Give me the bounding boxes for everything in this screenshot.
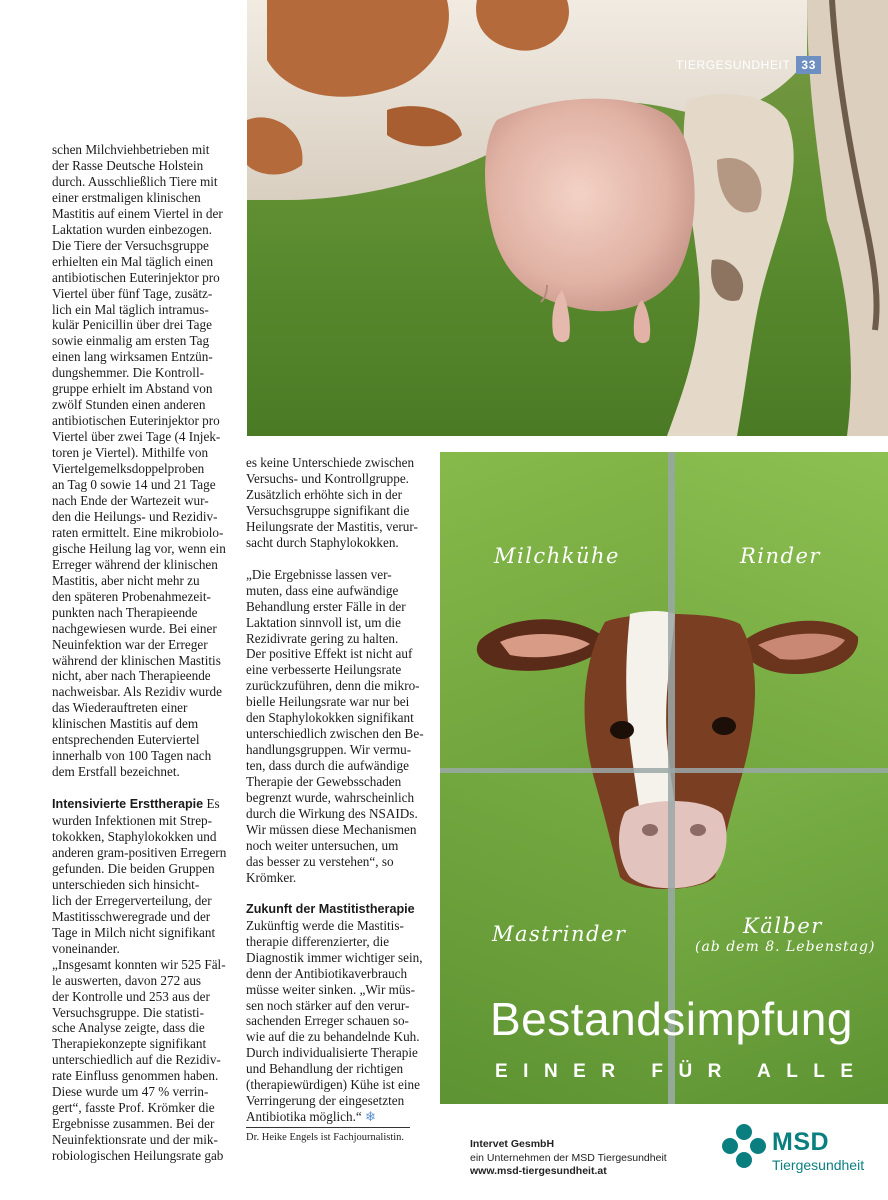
text-column-left xyxy=(52,142,244,1164)
advertiser-info xyxy=(470,1138,667,1179)
msd-subtitle: Tiergesundheit xyxy=(772,1157,865,1173)
paragraph-with-subhead xyxy=(52,796,244,957)
paragraph: „Die Ergebnisse lassen ver- muten, dass eine aufwändige Behandlung erster Fälle in der Laktation sinnvoll ist, um die Rezidivrate gering zu halten. Der positive Effekt ist nicht auf eine verbesserte Heilungsrate zurückzuführen, denn die mikro- bielle Heilungsrate war nur bei den Staphylokokken signifikant unterschiedlich zwischen den Be- handlungsgruppen. Wir vermu- ten, dass durch die aufwändige Therapie der Gewebsschaden begrenzt wurde, wahrscheinlich durch die Wirkung des NSAIDs. Wir müssen diese Mechanismen noch weiter untersuchen, um das besser zu verstehen“, so Krömker. xyxy=(246,566,424,885)
author-divider xyxy=(246,1127,410,1128)
paragraph-text: Zukünftig werde die Mastitis- therapie differenzierter, die Diagnostik immer wichtiger sein, denn der Antibiotikaverbrauch müsse weiter sinken. „Wir müs- sen noch stärker auf den verur- sachenden Erreger schauen so- wie auf die zu behandelnde Kuh. Durch individualisierte Therapie und Behandlung der richtigen (therapiewürdigen) Kühe ist eine Verringerung der eingesetzten Antibiotika möglich.“ xyxy=(246,917,423,1125)
company-url[interactable]: www.msd-tiergesundheit.at xyxy=(470,1165,607,1177)
text-column-middle xyxy=(246,455,438,1126)
snowflake-end-icon: ❄ xyxy=(365,1110,377,1126)
subheading: Zukunft der Mastitistherapie xyxy=(246,901,415,916)
ad-tagline: EINER FÜR ALLE xyxy=(495,1061,869,1082)
paragraph-text: Es wurden Infektionen mit Strep- tokokken, Staphylokokken und anderen gram-positiven Erregern gefunden. Die beiden Gruppen unterschieden sich hinsicht- lich der Erregerverteilung, der Mastitisschweregrade und der Tage in Milch nicht signifikant voneinander. xyxy=(52,796,227,956)
paragraph-closing xyxy=(246,918,438,1126)
section-title: TIERGESUNDHEIT xyxy=(676,58,791,72)
author-note: Dr. Heike Engels ist Fachjournalistin. xyxy=(246,1132,405,1143)
company-line: ein Unternehmen der MSD Tiergesundheit xyxy=(470,1151,667,1164)
advertisement xyxy=(440,452,888,1104)
paragraph: es keine Unterschiede zwischen Versuchs- und Kontrollgruppe. Zusätzlich erhöhte sich in der Versuchsgruppe signifikant die Heilungsrate der Mastitis, verur- sacht durch Staphylokokken. xyxy=(246,455,418,550)
msd-mark-icon xyxy=(722,1124,766,1168)
msd-wordmark: MSD xyxy=(772,1128,830,1156)
page-number: 33 xyxy=(796,56,821,74)
running-header xyxy=(676,56,821,74)
label-rinder: Rinder xyxy=(740,544,821,568)
msd-logo xyxy=(722,1124,872,1176)
subheading: Intensivierte Ersttherapie xyxy=(52,797,204,812)
label-milchkuehe: Milchkühe xyxy=(494,544,620,568)
label-kaelber: Kälber xyxy=(743,914,823,938)
label-kaelber-note: (ab dem 8. Lebenstag) xyxy=(695,939,876,955)
label-mastrinder: Mastrinder xyxy=(492,922,627,946)
paragraph: „Insgesamt konnten wir 525 Fäl- le auswerten, davon 272 aus der Kontrolle und 253 aus der Versuchsgruppe. Die statisti- sche Analyse zeigte, dass die Therapiekonzepte signifikant unterschiedlich auf die Rezidiv- rate Einfluss genommen haben. Diese wurde um 47 % verrin- gert“, fasste Prof. Krömker die Ergebnisse zusammen. Bei der Neuinfektionsrate und der mik- robiologischen Heilungsrate gab xyxy=(52,956,226,1164)
company-name: Intervet GesmbH xyxy=(470,1138,555,1150)
ad-headline: Bestandsimpfung xyxy=(490,993,853,1045)
paragraph: schen Milchviehbetrieben mit der Rasse Deutsche Holstein durch. Ausschließlich Tiere mit einer erstmaligen klinischen Mastitis auf einem Viertel in der Laktation wurden einbezogen. Die Tiere der Versuchsgruppe erhielten ein Mal täglich einen antibiotischen Euterinjektor pro Viertel über fünf Tage, zusätz- lich ein Mal täglich intramus- kulär Penicillin über drei Tage sowie einmalig am ersten Tag einen lang wirksamen Entzün- dungshemmer. Die Kontroll- gruppe erhielt im Abstand von zwölf Stunden einen anderen antibiotischen Euterinjektor pro Viertel über zwei Tage (4 Injek- toren je Viertel). Mithilfe von Viertelgemelksdoppelproben an Tag 0 sowie 14 und 21 Tage nach Ende der Wartezeit wur- den die Heilungs- und Rezidiv- raten ermittelt. Eine mikrobiolo- gische Heilung lag vor, wenn ein Erreger während der klinischen Mastitis, aber nicht mehr zu den späteren Probenahmezeit- punkten nach Therapieende nachgewiesen wurde. Bei einer Neuinfektion war der Erreger während der klinischen Mastitis nicht, aber nach Therapieende nachweisbar. Als Rezidiv wurde das Wiederauftreten einer klinischen Mastitis auf dem entsprechenden Euterviertel innerhalb von 100 Tagen nach dem Erstfall bezeichnet. xyxy=(52,142,226,780)
